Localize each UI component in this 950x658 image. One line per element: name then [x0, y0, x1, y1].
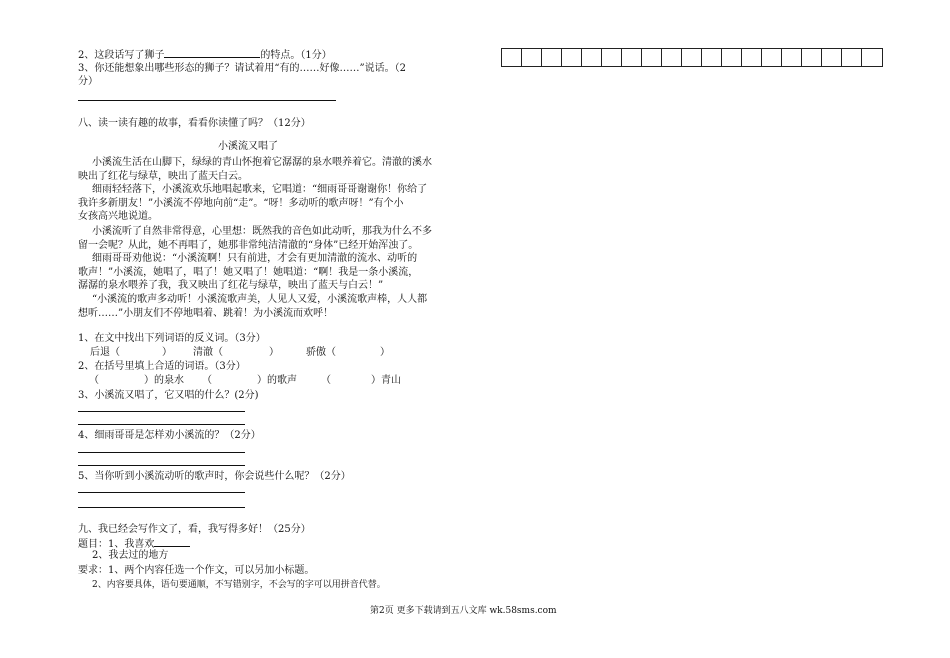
- answer-line[interactable]: [78, 507, 245, 508]
- fill-item: ）的歌声: [257, 375, 297, 386]
- grid-cell[interactable]: [702, 49, 722, 66]
- topic-1: [78, 537, 190, 551]
- answer-line[interactable]: [78, 424, 245, 425]
- story-line: 我许多新朋友！”小溪流不停地向前“走”。“呀！多动听的歌声呀！”有个小: [78, 198, 404, 209]
- story-line: 小溪流听了自然非常得意，心里想：既然我的音色如此动听，那我为什么不多: [92, 226, 432, 237]
- grid-cell[interactable]: [802, 49, 822, 66]
- bracket-close: ）: [269, 347, 279, 358]
- story-line: 细雨轻轻落下，小溪流欢乐地唱起歌来，它唱道：“细雨哥哥谢谢你！你给了: [92, 184, 428, 195]
- antonym-word: 清澈（: [193, 347, 223, 358]
- grid-cell[interactable]: [662, 49, 682, 66]
- question-2: [78, 48, 332, 62]
- question-4: 4、细雨哥哥是怎样劝小溪流的？（2分）: [78, 430, 261, 441]
- story-line: 潺潺的泉水喂养了我，我又映出了红花与绿草，映出了蓝天与白云！”: [78, 280, 384, 291]
- grid-cell[interactable]: [822, 49, 842, 66]
- answer-line[interactable]: [78, 100, 336, 101]
- grid-cell[interactable]: [742, 49, 762, 66]
- grid-cell[interactable]: [782, 49, 802, 66]
- answer-line[interactable]: [78, 411, 245, 412]
- story-line: 留一会呢？从此，她不再唱了，她那非常纯洁清澈的“身体”已经开始浑浊了。: [78, 240, 419, 251]
- fill-item: ）青山: [371, 375, 401, 386]
- answer-line[interactable]: [78, 492, 245, 493]
- section-8-heading: 八、读一读有趣的故事，看看你读懂了吗？（12分）: [78, 118, 311, 129]
- bracket-close: ）: [162, 347, 172, 358]
- topic-2: 2、我去过的地方: [92, 550, 169, 561]
- grid-cell[interactable]: [602, 49, 622, 66]
- question-1: 1、在文中找出下列词语的反义词。（3分）: [78, 333, 266, 344]
- topic-blank[interactable]: [154, 537, 190, 547]
- story-line: “小溪流的歌声多动听！小溪流歌声美，人见人又爱，小溪流歌声棒，人人都: [92, 294, 428, 305]
- page-footer: 第2页 更多下载请到五八文库 wk.58sms.com: [370, 606, 557, 616]
- question-5: 5、当你听到小溪流动听的歌声时，你会说些什么呢？（2分）: [78, 471, 351, 482]
- grid-cell[interactable]: [682, 49, 702, 66]
- question-2-suffix: 的特点。（1分）: [260, 50, 332, 61]
- antonym-word: 后退（: [90, 347, 120, 358]
- story-line: 想听……”小朋友们不停地唱着、跳着！为小溪流而欢呼！: [78, 308, 334, 319]
- grid-cell[interactable]: [582, 49, 602, 66]
- answer-line[interactable]: [78, 465, 245, 466]
- grid-cell[interactable]: [862, 49, 882, 66]
- grid-cell[interactable]: [562, 49, 582, 66]
- story-line: 细雨哥哥劝他说：“小溪流啊！只有前进，才会有更加清澈的流水、动听的: [92, 253, 418, 264]
- antonym-word: 骄傲（: [306, 347, 336, 358]
- story-line: 歌声！”小溪流，她唱了，唱了！她又唱了！她唱道：“啊！我是一条小溪流，: [78, 267, 419, 278]
- question-3-line1: 3、你还能想象出哪些形态的狮子？请试着用“有的……好像……”说话。（2: [78, 63, 406, 74]
- story-line: 小溪流生活在山脚下，绿绿的青山怀抱着它潺潺的泉水喂养着它。清澈的溪水: [92, 157, 432, 168]
- question-2: 2、在括号里填上合适的词语。（3分）: [78, 361, 246, 372]
- section-9-heading: 九、我已经会写作文了，看，我写得多好！（25分）: [78, 524, 311, 535]
- answer-blank[interactable]: [164, 48, 260, 58]
- grid-cell[interactable]: [542, 49, 562, 66]
- story-line: 映出了红花与绿草，映出了蓝天白云。: [78, 171, 248, 182]
- grid-cell[interactable]: [842, 49, 862, 66]
- question-2-prefix: 2、这段话写了狮子: [78, 50, 165, 61]
- question-3: 3、小溪流又唱了，它又唱的什么？(2分): [78, 390, 259, 401]
- writing-grid: [501, 48, 883, 67]
- requirement-1: 要求：1、两个内容任选一个作文，可以另加小标题。: [78, 565, 315, 576]
- grid-cell[interactable]: [722, 49, 742, 66]
- bracket-open: （: [202, 375, 212, 386]
- fill-item: ）的泉水: [144, 375, 184, 386]
- bracket-open: （: [89, 375, 99, 386]
- bracket-open: （: [321, 375, 331, 386]
- grid-cell[interactable]: [642, 49, 662, 66]
- story-line: 女孩高兴地说道。: [78, 211, 158, 222]
- grid-cell[interactable]: [762, 49, 782, 66]
- requirement-2: 2、内容要具体，语句要通顺，不写错别字，不会写的字可以用拼音代替。: [92, 580, 386, 590]
- bracket-close: ）: [380, 347, 390, 358]
- topic-1-label: 题目：1、我喜欢: [78, 539, 155, 550]
- answer-line[interactable]: [78, 452, 245, 453]
- grid-cell[interactable]: [622, 49, 642, 66]
- story-title: 小溪流又唱了: [218, 141, 278, 152]
- grid-cell[interactable]: [522, 49, 542, 66]
- question-3-line2: 分）: [78, 76, 98, 87]
- grid-cell[interactable]: [502, 49, 522, 66]
